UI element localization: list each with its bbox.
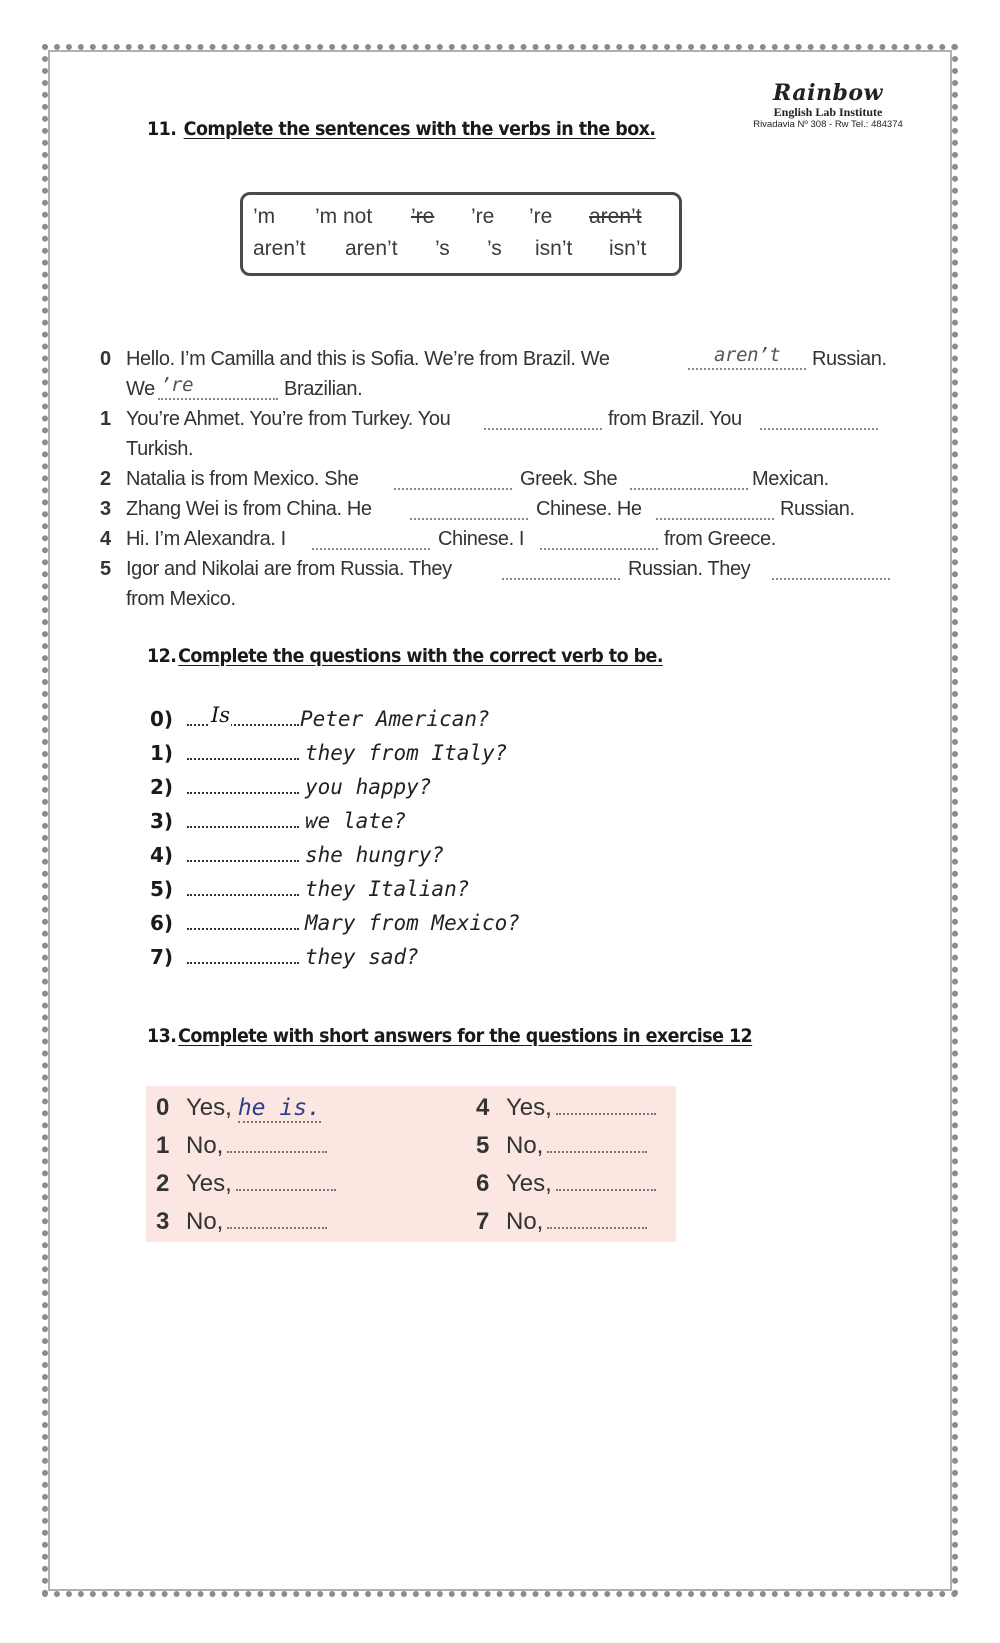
exercise-13-heading [147, 1025, 752, 1047]
answer-blank[interactable] [187, 736, 299, 760]
answer-blank[interactable] [547, 1211, 647, 1229]
answer-blank[interactable] [772, 560, 890, 580]
answer-blank[interactable] [556, 1097, 656, 1115]
verb-box-item: ’m not [315, 205, 373, 228]
sentence-text: Hi. I’m Alexandra. I [126, 528, 286, 550]
sentence-text: from Brazil. You [608, 408, 742, 430]
verb-box-item-used: ’re [411, 205, 435, 228]
sentence-text: Russian. They [628, 558, 751, 580]
answer-blank[interactable] [187, 702, 299, 726]
question-number: 2) [150, 775, 174, 799]
verb-box-item: ’re [471, 205, 495, 228]
question-text: they sad? [305, 945, 419, 969]
answer-word: No, [506, 1208, 544, 1235]
answer-blank[interactable] [502, 560, 620, 580]
answer-blank[interactable] [556, 1173, 656, 1191]
verb-box [240, 192, 682, 276]
verb-box-item: ’re [529, 205, 553, 228]
short-answer-row [156, 1170, 336, 1198]
question-text: they from Italy? [305, 741, 508, 765]
verb-box-item: isn’t [609, 237, 647, 260]
sentence-text: Natalia is from Mexico. She [126, 468, 359, 490]
short-answer-row [156, 1094, 321, 1122]
sentence-text: We [126, 378, 155, 400]
verb-box-item: aren’t [345, 237, 398, 260]
question-number: 1) [150, 741, 174, 765]
sentence-number: 0 [100, 348, 111, 370]
answer-blank[interactable] [394, 470, 512, 490]
sentence-text: Hello. I’m Camilla and this is Sofia. We’re from Brazil. We [126, 348, 610, 370]
verb-box-item: ’s [435, 237, 450, 260]
verb-box-item: ’m [253, 205, 276, 228]
question-number: 4) [150, 843, 174, 867]
answer-blank[interactable] [484, 410, 602, 430]
institute-logo [738, 80, 918, 130]
answer-blank[interactable] [236, 1173, 336, 1191]
answer-number: 4 [476, 1094, 490, 1121]
answer-blank[interactable] [656, 500, 774, 520]
sentence-text: Greek. She [520, 468, 618, 490]
short-answer-row [476, 1094, 656, 1122]
verb-box-item-used: aren’t [589, 205, 642, 228]
sentence-text: Turkish. [126, 438, 194, 460]
sentence-text: You’re Ahmet. You’re from Turkey. You [126, 408, 451, 430]
exercise-13-title: Complete with short answers for the questions in exercise 12 [178, 1025, 753, 1047]
answer-word: Yes, [506, 1094, 552, 1121]
short-answer-row [156, 1208, 327, 1236]
short-answer-row [156, 1132, 327, 1160]
answer-word: Yes, [186, 1094, 232, 1121]
question-text: they Italian? [305, 877, 470, 901]
sentence-number: 3 [100, 498, 111, 520]
answer-number: 2 [156, 1170, 170, 1197]
answer-blank[interactable] [540, 530, 658, 550]
answer-blank[interactable] [187, 940, 299, 964]
answer-blank[interactable] [187, 770, 299, 794]
question-text: she hungry? [305, 843, 445, 867]
exercise-12-heading [147, 645, 663, 667]
question-number: 0) [150, 707, 174, 731]
answer-blank[interactable] [410, 500, 528, 520]
example-answer: ’re [160, 374, 194, 396]
sentence-number: 1 [100, 408, 111, 430]
answer-blank[interactable] [187, 838, 299, 862]
logo-brand: Rainbow [773, 80, 883, 106]
exercise-12-number: 12. [147, 645, 177, 667]
answer-blank[interactable] [630, 470, 748, 490]
example-answer: he is. [237, 1095, 321, 1121]
sentence-text: Igor and Nikolai are from Russia. They [126, 558, 452, 580]
verb-box-item: ’s [487, 237, 502, 260]
answer-word: Yes, [186, 1170, 232, 1197]
answer-number: 3 [156, 1208, 170, 1235]
answer-word: No, [506, 1132, 544, 1159]
exercise-11-heading [147, 118, 655, 140]
exercise-12-title: Complete the questions with the correct verb to be. [178, 645, 663, 667]
logo-subtitle: English Lab Institute [773, 105, 883, 119]
exercise-13-number: 13. [147, 1025, 177, 1047]
answer-blank[interactable] [312, 530, 430, 550]
question-number: 3) [150, 809, 174, 833]
answer-number: 5 [476, 1132, 490, 1159]
answer-blank[interactable] [227, 1135, 327, 1153]
question-number: 5) [150, 877, 174, 901]
question-text: we late? [305, 809, 407, 833]
page-border-inner [48, 50, 952, 1591]
answer-blank[interactable] [187, 804, 299, 828]
short-answer-row [476, 1170, 656, 1198]
short-answer-row [476, 1208, 647, 1236]
verb-box-item: isn’t [535, 237, 573, 260]
sentence-number: 5 [100, 558, 111, 580]
answer-word: No, [186, 1132, 224, 1159]
question-number: 6) [150, 911, 174, 935]
exercise-11-number: 11. [147, 118, 177, 140]
sentence-text: Russian. [780, 498, 855, 520]
answer-number: 1 [156, 1132, 170, 1159]
answer-blank[interactable] [227, 1211, 327, 1229]
answer-word: Yes, [506, 1170, 552, 1197]
answer-blank[interactable] [187, 872, 299, 896]
sentence-text: Chinese. I [438, 528, 525, 550]
answer-blank[interactable] [187, 906, 299, 930]
sentence-text: Mexican. [752, 468, 829, 490]
example-answer: aren’t [714, 344, 781, 366]
sentence-text: Zhang Wei is from China. He [126, 498, 372, 520]
question-text: Mary from Mexico? [305, 911, 520, 935]
question-text: you happy? [305, 775, 432, 799]
question-number: 7) [150, 945, 174, 969]
logo-address: Rivadavia Nº 308 - Rw Tel.: 484374 [753, 119, 903, 130]
sentence-text: Chinese. He [536, 498, 642, 520]
short-answer-row [476, 1132, 647, 1160]
sentence-text: Brazilian. [284, 378, 363, 400]
answer-blank[interactable] [760, 410, 878, 430]
sentence-text: from Mexico. [126, 588, 236, 610]
answer-number: 6 [476, 1170, 490, 1197]
sentence-number: 2 [100, 468, 111, 490]
answer-blank[interactable] [547, 1135, 647, 1153]
sentence-text: from Greece. [664, 528, 776, 550]
sentence-number: 4 [100, 528, 111, 550]
answer-word: No, [186, 1208, 224, 1235]
answer-number: 0 [156, 1094, 170, 1121]
answer-number: 7 [476, 1208, 490, 1235]
exercise-11-title: Complete the sentences with the verbs in the box. [183, 118, 656, 140]
short-answers-box [146, 1086, 676, 1242]
sentence-text: Russian. [812, 348, 887, 370]
verb-box-item: aren’t [253, 237, 306, 260]
question-text: Peter American? [300, 707, 490, 731]
example-answer: Is [210, 698, 231, 732]
